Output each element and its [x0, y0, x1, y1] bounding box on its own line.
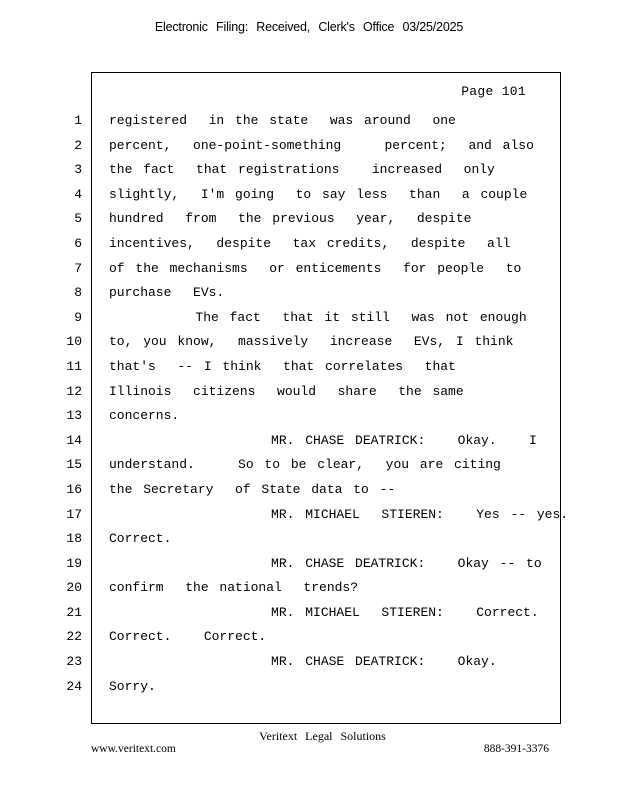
line-text: MR. MICHAEL STIEREN: Correct. — [109, 604, 539, 620]
line-number: 5 — [74, 211, 82, 227]
line-number: 22 — [66, 629, 82, 645]
line-number: 18 — [66, 531, 82, 547]
transcript-line — [0, 675, 618, 700]
line-number: 4 — [74, 186, 82, 202]
transcript-line — [0, 404, 618, 429]
line-text: slightly, I'm going to say less than a couple — [109, 186, 528, 202]
transcript-lines — [0, 109, 618, 699]
footer-phone: 888-391-3376 — [483, 743, 549, 755]
line-number: 16 — [66, 481, 82, 497]
line-number: 12 — [66, 383, 82, 399]
line-number: 8 — [74, 285, 82, 301]
line-text: the Secretary of State data to -- — [109, 481, 396, 497]
line-number: 3 — [74, 162, 82, 178]
line-text: to, you know, massively increase EVs, I think — [109, 334, 514, 350]
filing-stamp-header: Electronic Filing: Received, Clerk's Office 03/25/2025 — [154, 20, 464, 34]
line-number: 9 — [74, 309, 82, 325]
line-number: 1 — [74, 113, 82, 128]
line-text: understand. So to be clear, you are citing — [109, 457, 501, 473]
transcript-line — [0, 109, 618, 134]
transcript-line — [0, 576, 618, 601]
transcript-line — [0, 183, 618, 208]
line-text: MR. CHASE DEATRICK: Okay. I — [109, 432, 537, 448]
line-number: 19 — [66, 555, 82, 571]
transcript-line — [0, 625, 618, 650]
transcript-line — [0, 355, 618, 380]
line-number: 10 — [66, 334, 82, 350]
line-text: concerns. — [109, 408, 180, 424]
transcript-line — [0, 552, 618, 577]
transcript-line — [0, 158, 618, 183]
line-text: that's -- I think that correlates that — [109, 358, 456, 374]
transcript-line — [0, 650, 618, 675]
transcript-line — [0, 281, 618, 306]
line-number: 7 — [74, 260, 82, 276]
line-text: registered in the state was around one — [109, 113, 456, 128]
line-number: 6 — [74, 235, 82, 251]
line-text: of the mechanisms or enticements for people to — [109, 260, 522, 276]
line-text: purchase EVs. — [109, 285, 225, 301]
line-number: 24 — [66, 678, 82, 694]
line-text: MR. CHASE DEATRICK: Okay -- to — [109, 555, 542, 571]
transcript-line — [0, 306, 618, 331]
line-text: MR. CHASE DEATRICK: Okay. — [109, 654, 497, 670]
line-number: 2 — [74, 137, 82, 153]
line-text: The fact that it still was not enough — [109, 309, 527, 325]
transcript-line — [0, 478, 618, 503]
transcript-line — [0, 527, 618, 552]
footer-website: www.veritext.com — [91, 743, 176, 755]
transcript-line — [0, 232, 618, 257]
line-number: 23 — [66, 654, 82, 670]
page-number: Page 101 — [461, 84, 526, 99]
transcript-line — [0, 380, 618, 405]
line-text: incentives, despite tax credits, despite all — [109, 235, 511, 251]
line-text: the fact that registrations increased only — [109, 162, 495, 178]
line-number: 14 — [66, 432, 82, 448]
transcript-line — [0, 503, 618, 528]
line-number: 21 — [66, 604, 82, 620]
line-text: hundred from the previous year, despite — [109, 211, 472, 227]
line-text: Correct. Correct. — [109, 629, 267, 645]
line-text: Illinois citizens would share the same — [109, 383, 464, 399]
line-number: 20 — [66, 580, 82, 596]
line-number: 15 — [66, 457, 82, 473]
transcript-line — [0, 601, 618, 626]
line-text: MR. MICHAEL STIEREN: Yes -- yes. — [109, 506, 569, 522]
transcript-line — [0, 330, 618, 355]
line-text: confirm the national trends? — [109, 580, 359, 596]
transcript-line — [0, 207, 618, 232]
line-number: 17 — [66, 506, 82, 522]
line-text: Sorry. — [109, 678, 156, 694]
line-number: 11 — [66, 358, 82, 374]
line-text: Correct. — [109, 531, 172, 547]
transcript-line — [0, 134, 618, 159]
transcript-line — [0, 453, 618, 478]
transcript-line — [0, 429, 618, 454]
transcript-line — [0, 257, 618, 282]
line-number: 13 — [66, 408, 82, 424]
line-text: percent, one-point-something percent; and also — [109, 137, 534, 153]
footer-company-name: Veritext Legal Solutions — [259, 729, 386, 743]
